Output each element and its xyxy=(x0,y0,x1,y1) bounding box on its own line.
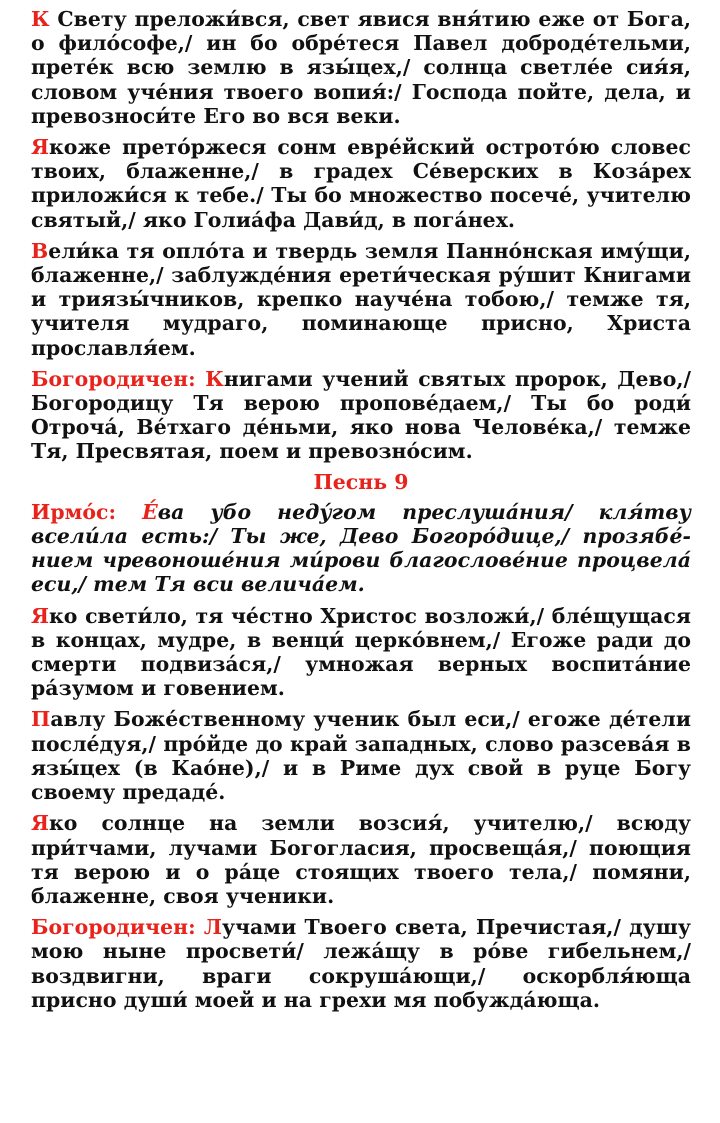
drop-initial: Я xyxy=(31,135,50,160)
troparion-text: ко солнце на земли возсия́, учителю,/ всюду при́тчами, лучами Богогласия, просвеща́я,/ поющия тя верою и о ра́це стоящих твоего тела,/ помяни, блаженне, своя ученики. xyxy=(31,811,691,908)
page xyxy=(31,7,691,1012)
drop-initial: В xyxy=(31,238,49,263)
drop-initial: Е́ xyxy=(142,499,158,524)
ode-heading: Песнь 9 xyxy=(313,469,409,494)
troparion-text: авлу Боже́ственному ученик был еси,/ егоже де́тели после́дуя,/ про́йде до край западных, слово разсева́я в язы́цех (в Као́не),/ и в Риме дух свой в руце Богу своему предаде́. xyxy=(31,707,691,805)
troparion-4 xyxy=(31,604,691,701)
theotokion-label: Богородичен: xyxy=(31,366,196,391)
irmos-label: Ирмо́с: xyxy=(31,499,117,524)
theotokion-2 xyxy=(31,915,691,1012)
drop-initial: Л xyxy=(203,915,222,940)
drop-initial: Я xyxy=(31,603,50,628)
troparion-text: ели́ка тя опло́та и твердь земля Панно́нская иму́щи, блаженне,/ заблужде́ния ерети́ческая ру́шит Книгами и триязы́чников, крепко науче́на тобою,/ темже тя, учителя мудраго, поминающе присно, Христа прославля́ем. xyxy=(31,238,691,360)
troparion-5 xyxy=(31,707,691,804)
drop-initial: П xyxy=(31,707,51,732)
drop-initial: К xyxy=(31,7,50,31)
troparion-1 xyxy=(31,7,691,128)
drop-initial: Я xyxy=(31,811,50,836)
theotokion-1 xyxy=(31,367,691,464)
troparion-2 xyxy=(31,135,691,232)
troparion-3 xyxy=(31,239,691,360)
theotokion-label: Богородичен: xyxy=(31,915,196,940)
troparion-text: ко свети́ло, тя че́стно Христос возложи́,/ бле́щущася в концах, мудре, в венци́ церко́внем,/ Егоже ради до смерти подвиза́ся,/ умножая верных воспита́ние ра́зумом и говением. xyxy=(31,603,691,701)
troparion-6 xyxy=(31,811,691,908)
troparion-text: коже претóржеся сонм евре́йский острото́ю словес твоих, блаженне,/ в градех Се́верских в Коза́рех приложи́ся к тебе./ Ты бо множество посече́, учителю святый,/ яко Голиа́фа Дави́д, в пога́нех. xyxy=(31,135,691,232)
theotokion-text: нигами учений святых пророк, Дево,/ Богородицу Тя верою пропове́даем,/ Ты бо роди́ Отрочá, Ве́тхаго де́ньми, яко нова Челове́ка,/ темже Тя, Пресвятая, поем и превозно́сим. xyxy=(31,366,691,464)
theotokion-text: учами Твоего света, Пречистая,/ душу мою ныне просвети́/ лежа́щу в ро́ве гибельнем,/ воздвигни, враги сокруша́ющи,/ оскорбля́юща присно души́ моей и на грехи мя побужда́юща. xyxy=(31,915,691,1012)
troparion-text: Свету преложи́вся, свет явися вня́тию еже от Бога, о фило́софе,/ ин бо обре́теся Павел доброде́тельми, прете́к всю землю в язы́цех,/ солнца светле́е сия́я, словом уче́ния твоего вопия́:/ Господа пойте, дела, и превозноси́те Его во вся веки. xyxy=(31,7,691,128)
irmos xyxy=(31,500,691,597)
irmos-text: ва убо неду́гом преслуша́ния/ кля́тву всели́ла есть:/ Ты же, Дево Богоро́дице,/ прозябе́нием чревоноше́ния ми́рови благослове́ние процвела́ еси,/ тем Тя вси велича́ем. xyxy=(31,499,691,597)
drop-initial: К xyxy=(205,366,224,391)
